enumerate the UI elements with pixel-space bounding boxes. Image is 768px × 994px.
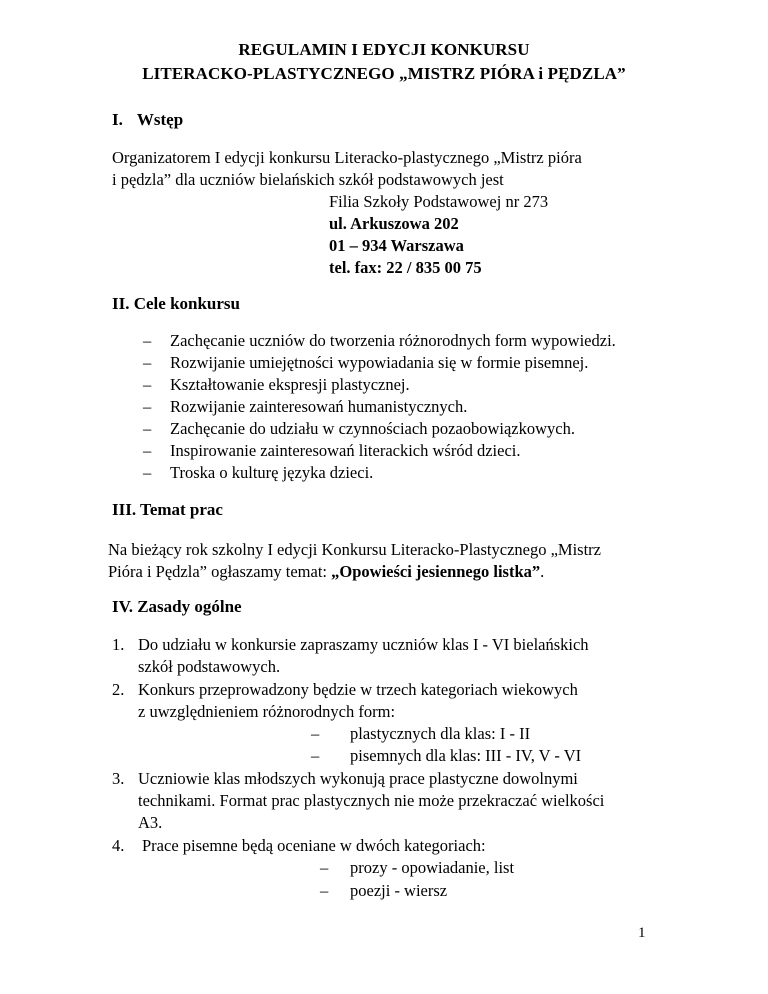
- topic-line-2: [108, 562, 544, 582]
- document-title-line-1: REGULAMIN I EDYCJI KONKURSU: [238, 40, 530, 59]
- rule-2-line-1: Konkurs przeprowadzony będzie w trzech kategoriach wiekowych: [138, 680, 578, 699]
- goal-item: Kształtowanie ekspresji plastycznej.: [170, 375, 410, 394]
- topic-line-1: Na bieżący rok szkolny I edycji Konkursu Literacko-Plastycznego „Mistrz: [108, 540, 602, 559]
- address-street: ul. Arkuszowa 202: [329, 214, 459, 233]
- rule-1-line-1: Do udziału w konkursie zapraszamy uczniów klas I - VI bielańskich: [138, 635, 589, 654]
- rule-number: 3.: [112, 769, 125, 788]
- bullet-dash: –: [320, 858, 329, 877]
- bullet-dash: –: [311, 724, 320, 743]
- bullet-dash: –: [311, 746, 320, 765]
- rule-4-sub-2: poezji - wiersz: [350, 881, 448, 900]
- section-3-heading: III. Temat prac: [112, 500, 223, 519]
- page-number: 1: [638, 925, 646, 941]
- section-4-heading: IV. Zasady ogólne: [112, 597, 242, 616]
- bullet-dash: –: [143, 375, 152, 394]
- bullet-dash: –: [320, 881, 329, 900]
- section-1-number: I.: [112, 110, 123, 129]
- bullet-dash: –: [143, 463, 152, 482]
- rule-2-sub-2: pisemnych dla klas: III - IV, V - VI: [350, 746, 582, 765]
- goal-item: Inspirowanie zainteresowań literackich wśród dzieci.: [170, 441, 521, 460]
- rule-number: 1.: [112, 635, 125, 654]
- rule-2-sub-1: plastycznych dla klas: I - II: [350, 724, 531, 743]
- address-school: Filia Szkoły Podstawowej nr 273: [329, 192, 549, 211]
- bullet-dash: –: [143, 397, 152, 416]
- topic-prefix: Pióra i Pędzla” ogłaszamy temat:: [108, 562, 332, 581]
- intro-line-2: i pędzla” dla uczniów bielańskich szkół podstawowych jest: [112, 170, 504, 189]
- goal-item: Rozwijanie zainteresowań humanistycznych.: [170, 397, 468, 416]
- rule-3-line-1: Uczniowie klas młodszych wykonują prace plastyczne dowolnymi: [138, 769, 578, 788]
- bullet-dash: –: [143, 353, 152, 372]
- rule-1-line-2: szkół podstawowych.: [138, 657, 281, 676]
- goal-item: Troska o kulturę języka dzieci.: [170, 463, 374, 482]
- address-phone: tel. fax: 22 / 835 00 75: [329, 258, 482, 277]
- rule-4-line-1: Prace pisemne będą oceniane w dwóch kategoriach:: [142, 836, 486, 855]
- section-2-heading: II. Cele konkursu: [112, 294, 241, 313]
- rule-2-line-2: z uwzględnieniem różnorodnych form:: [138, 702, 396, 721]
- goal-item: Zachęcanie do udziału w czynnościach pozaobowiązkowych.: [170, 419, 575, 438]
- bullet-dash: –: [143, 441, 152, 460]
- intro-line-1: Organizatorem I edycji konkursu Literacko-plastycznego „Mistrz pióra: [112, 148, 582, 167]
- bullet-dash: –: [143, 419, 152, 438]
- rule-4-sub-1: prozy - opowiadanie, list: [350, 858, 515, 877]
- section-1-heading: [112, 110, 183, 130]
- rule-number: 2.: [112, 680, 125, 699]
- document-title-line-2: LITERACKO-PLASTYCZNEGO „MISTRZ PIÓRA i PĘDZLA”: [142, 64, 626, 83]
- address-city: 01 – 934 Warszawa: [329, 236, 464, 255]
- bullet-dash: –: [143, 331, 152, 350]
- section-1-title: Wstęp: [136, 110, 184, 129]
- rule-number: 4.: [112, 836, 125, 855]
- topic-suffix: .: [540, 562, 545, 581]
- topic-title: „Opowieści jesiennego listka”: [331, 562, 541, 581]
- goal-item: Zachęcanie uczniów do tworzenia różnorodnych form wypowiedzi.: [170, 331, 616, 350]
- goal-item: Rozwijanie umiejętności wypowiadania się w formie pisemnej.: [170, 353, 589, 372]
- rule-3-line-3: A3.: [138, 813, 163, 832]
- rule-3-line-2: technikami. Format prac plastycznych nie może przekraczać wielkości: [138, 791, 605, 810]
